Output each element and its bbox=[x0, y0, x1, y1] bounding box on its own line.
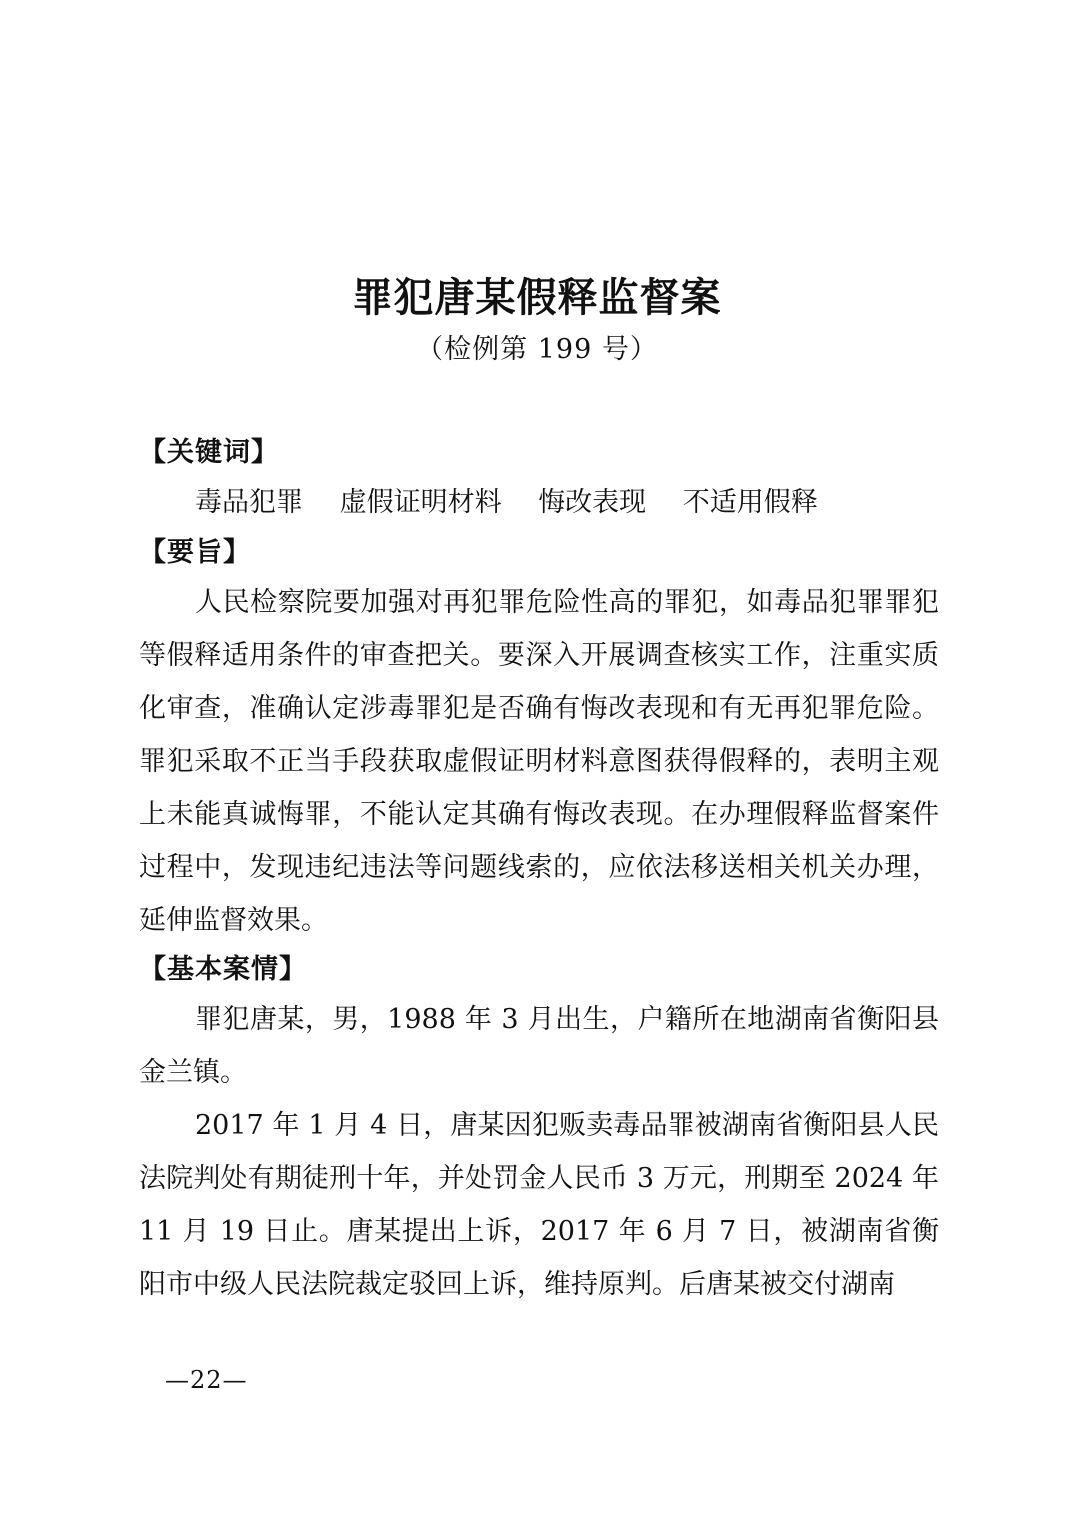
keyword-item: 悔改表现 bbox=[538, 487, 647, 518]
facts-heading: 【基本案情】 bbox=[139, 954, 307, 985]
document-title: 罪犯唐某假释监督案 bbox=[352, 275, 722, 321]
document-body bbox=[139, 430, 939, 1311]
gist-paragraph: 人民检察院要加强对再犯罪危险性高的罪犯，如毒品犯罪罪犯等假释适用条件的审查把关。要深入开展调查核实工作，注重实质化审查，准确认定涉毒罪犯是否确有悔改表现和有无再犯罪危险。罪犯采取不正当手段获取虚假证明材料意图获得假释的，表明主观上未能真诚悔罪，不能认定其确有悔改表现。在办理假释监督案件过程中，发现违纪违法等问题线索的，应依法移送相关机关办理，延伸监督效果。 bbox=[139, 587, 939, 936]
gist-heading: 【要旨】 bbox=[139, 537, 251, 568]
keywords-list bbox=[139, 476, 939, 530]
keyword-item: 毒品犯罪 bbox=[195, 487, 303, 518]
keyword-item: 虚假证明材料 bbox=[339, 487, 502, 518]
keywords-heading: 【关键词】 bbox=[139, 437, 279, 468]
facts-paragraph: 罪犯唐某，男，1988 年 3 月出生，户籍所在地湖南省衡阳县金兰镇。 bbox=[139, 1004, 939, 1088]
case-number: （检例第 199 号） bbox=[416, 334, 658, 365]
keyword-item: 不适用假释 bbox=[682, 487, 818, 518]
facts-paragraph: 2017 年 1 月 4 日，唐某因犯贩卖毒品罪被湖南省衡阳县人民法院判处有期徒刑十年，并处罚金人民币 3 万元，刑期至 2024 年 11 月 19 日止。唐某提出上诉，2017 年 6 月 7 日，被湖南省衡阳市中级人民法院裁定驳回上诉，维持原判。后唐某被交付湖南 bbox=[139, 1110, 939, 1300]
page-number: —22— bbox=[165, 1366, 248, 1394]
